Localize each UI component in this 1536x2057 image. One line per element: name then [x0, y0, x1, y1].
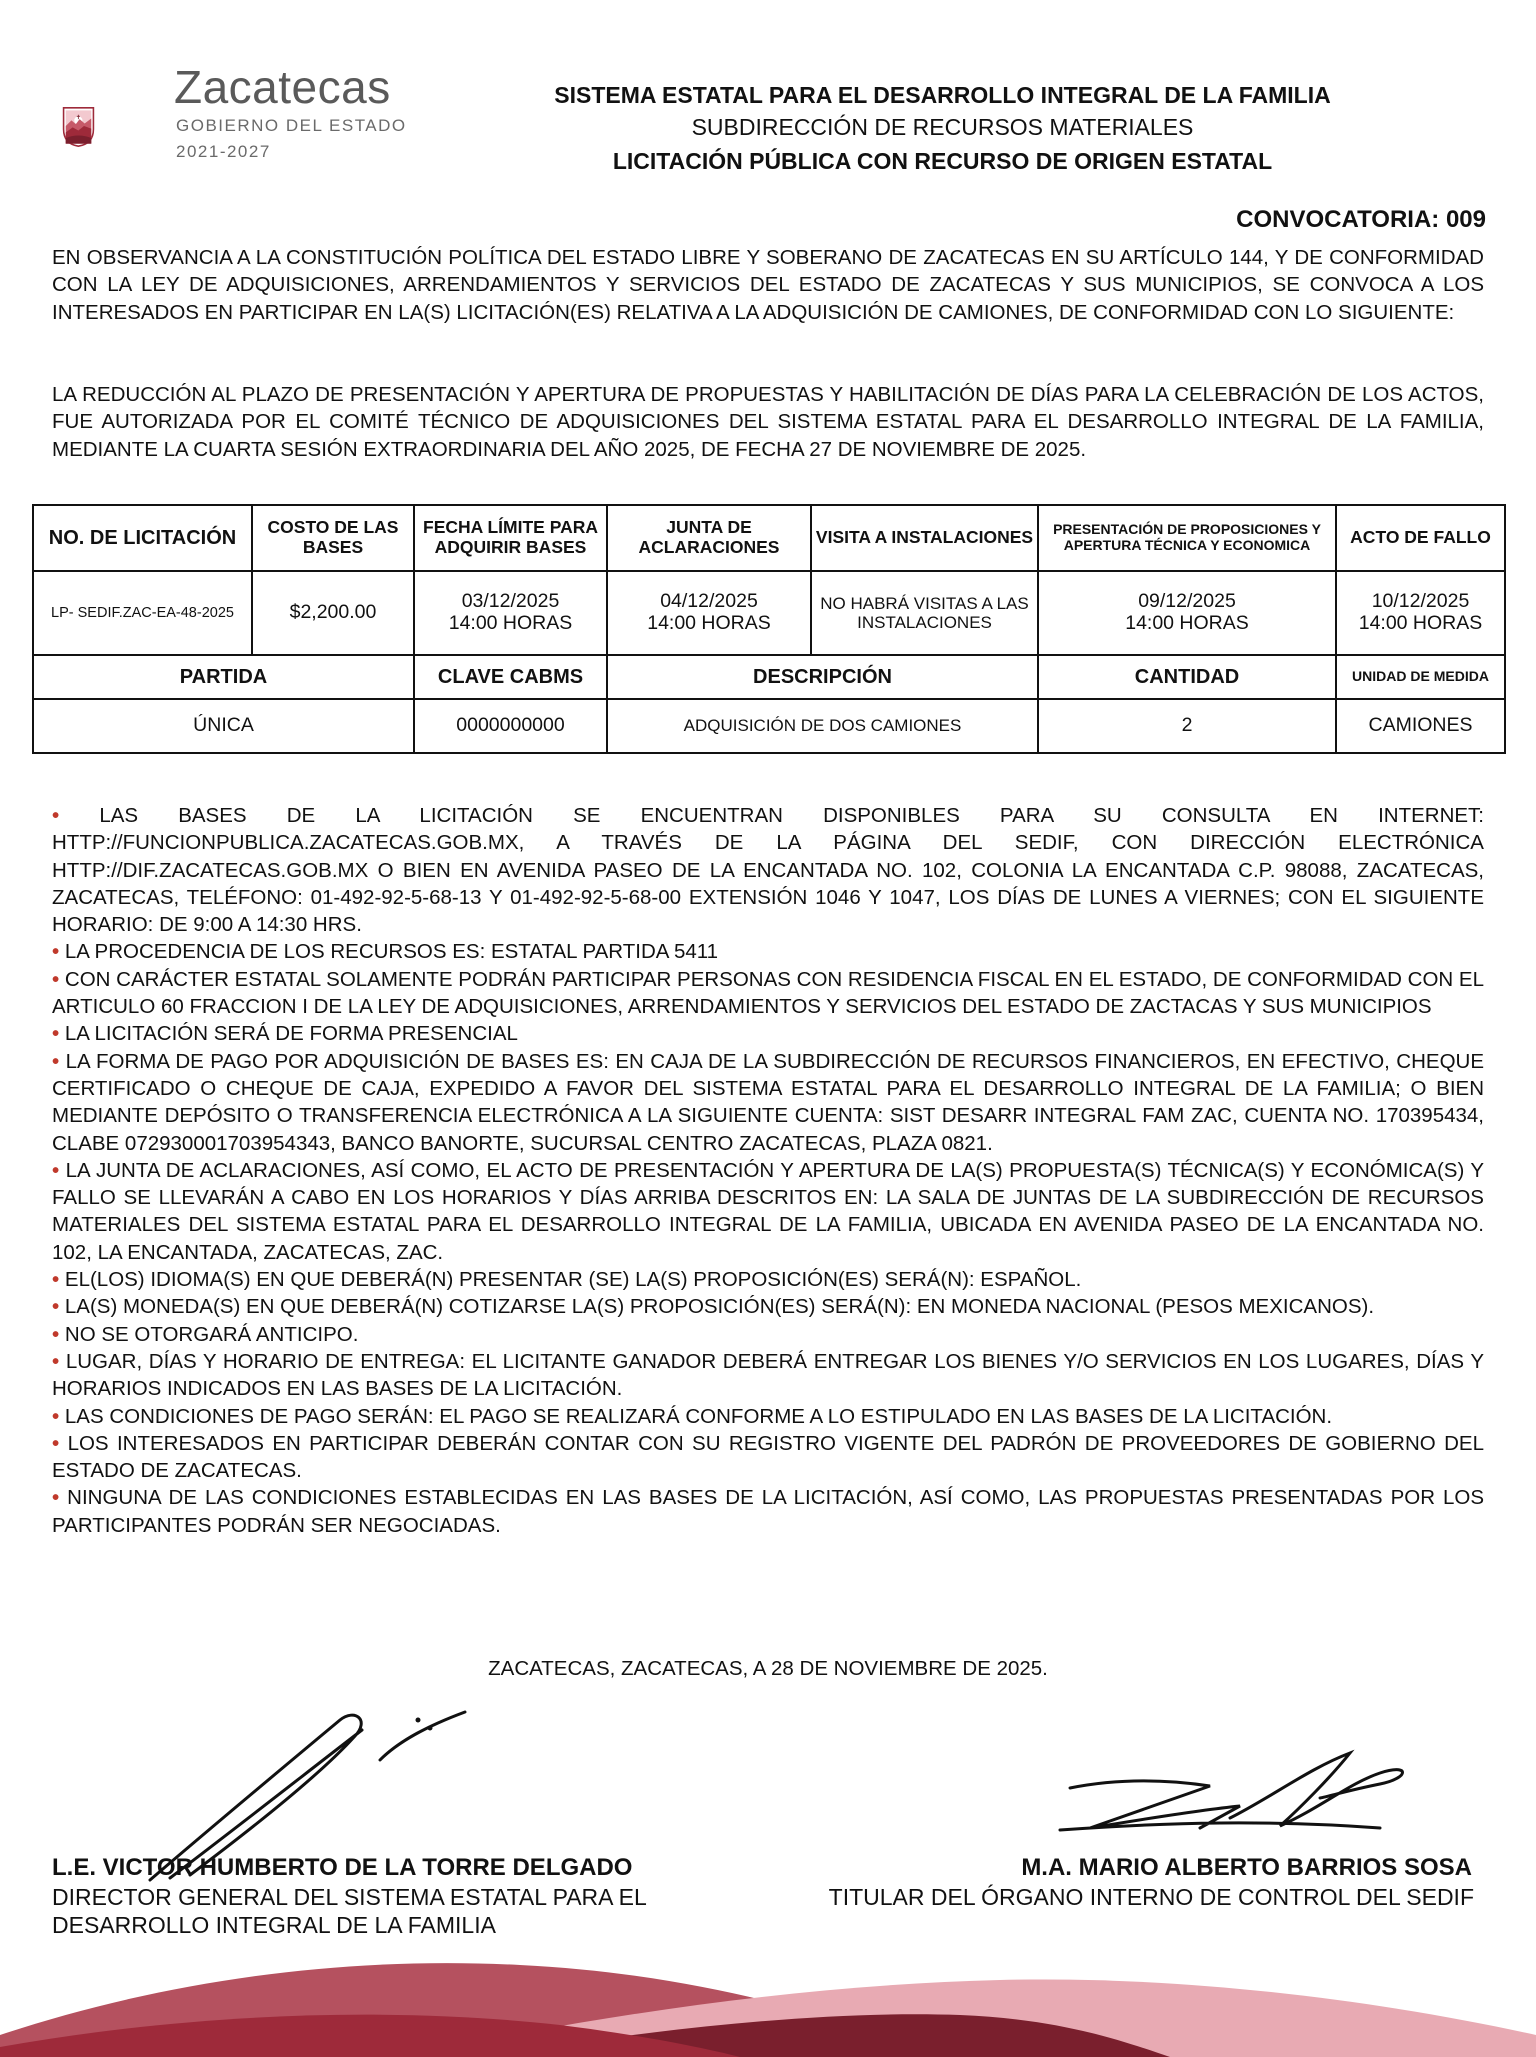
- left-signer-title-line2: DESARROLLO INTEGRAL DE LA FAMILIA: [52, 1912, 496, 1938]
- table-header-row: [33, 505, 1505, 571]
- table-row: [33, 571, 1505, 655]
- bullet-icon: •: [52, 1431, 60, 1455]
- bullet-icon: •: [52, 1158, 60, 1182]
- bullet-icon: •: [52, 1268, 60, 1292]
- cell-fecha-limite-date: 03/12/2025: [461, 590, 560, 613]
- right-signature-icon: [1050, 1748, 1430, 1838]
- bullet-icon: •: [52, 1404, 60, 1428]
- list-item: [52, 1484, 1484, 1539]
- list-item-text: LAS BASES DE LA LICITACIÓN SE ENCUENTRAN DISPONIBLES PARA SU CONSULTA EN INTERNET: HTTP://FUNCIONPUBLICA.ZACATECAS.GOB.MX, A TRAVÉS DE LA PÁGINA DEL SEDIF, CON DIRECCIÓN ELECTRÓNICA HTTP://DIF.ZACATECAS.GOB.MX O BIEN EN AVENIDA PASEO DE LA ENCANTADA NO. 102, COLONIA LA ENCANTADA C.P. 98088, ZACATECAS, ZACATECAS, TELÉFONO: 01-492-92-5-68-13 Y 01-492-92-5-68-00 EXTENSIÓN 1046 Y 1047, LOS DÍAS DE LUNES A VIERNES; CON EL SIGUIENTE HORARIO: DE 9:00 A 14:30 HRS.: [52, 804, 1484, 937]
- footer-wave-decoration: [0, 1955, 1536, 2057]
- cell-junta-time: 14:00 HORAS: [647, 612, 771, 634]
- bullet-icon: •: [52, 1322, 60, 1346]
- logo-wordmark: Zacatecas: [174, 61, 391, 113]
- list-item-text: CON CARÁCTER ESTATAL SOLAMENTE PODRÁN PARTICIPAR PERSONAS CON RESIDENCIA FISCAL EN EL ESTADO, DE CONFORMIDAD CON EL ARTICULO 60 FRACCION I DE LA LEY DE ADQUISICIONES, ARRENDAMIENTOS Y SERVICIOS DEL ESTADO DE ZACTACAS Y SUS MUNICIPIOS: [52, 967, 1484, 1019]
- cell-cantidad: 2: [1038, 699, 1336, 753]
- list-item-text: EL(LOS) IDIOMA(S) EN QUE DEBERÁ(N) PRESENTAR (SE) LA(S) PROPOSICIÓN(ES) SERÁ(N): ESPAÑOL.: [64, 1268, 1082, 1292]
- header-presentacion: PRESENTACIÓN DE PROPOSICIONES Y APERTURA TÉCNICA Y ECONOMICA: [1038, 505, 1336, 571]
- cell-fecha-limite-time: 14:00 HORAS: [448, 612, 573, 634]
- list-item: [52, 1321, 1484, 1348]
- list-item: [52, 1430, 1484, 1485]
- tender-table: [32, 504, 1506, 754]
- bullet-icon: •: [52, 804, 60, 827]
- bullet-icon: •: [52, 940, 60, 964]
- cell-no-licitacion: LP- SEDIF.ZAC-EA-48-2025: [33, 571, 252, 655]
- header-partida: PARTIDA: [33, 655, 414, 699]
- cell-fecha-limite: [414, 571, 607, 655]
- list-item-text: LA FORMA DE PAGO POR ADQUISICIÓN DE BASES ES: EN CAJA DE LA SUBDIRECCIÓN DE RECURSOS FINANCIEROS, EN EFECTIVO, CHEQUE CERTIFICADO O CHEQUE DE CAJA, EXPEDIDO A FAVOR DEL SISTEMA ESTATAL PARA EL DESARROLLO INTEGRAL DE LA FAMILIA; O BIEN MEDIANTE DEPÓSITO O TRANSFERENCIA ELECTRÓNICA A LA SIGUIENTE CUENTA: SIST DESARR INTEGRAL FAM ZAC, CUENTA NO. 170395434, CLABE 072930001703954343, BANCO BANORTE, SUCURSAL CENTRO ZACATECAS, PLAZA 0821.: [52, 1049, 1484, 1155]
- cell-unidad: CAMIONES: [1336, 699, 1505, 753]
- list-item: [52, 938, 1484, 965]
- cell-costo: $2,200.00: [252, 571, 414, 655]
- list-item: [52, 1403, 1484, 1430]
- list-item-text: LA JUNTA DE ACLARACIONES, ASÍ COMO, EL ACTO DE PRESENTACIÓN Y APERTURA DE LA(S) PROPUESTA(S) TÉCNICA(S) Y ECONÓMICA(S) Y FALLO SE LLEVARÁN A CABO EN LOS HORARIOS Y DÍAS ARRIBA DESCRITOS EN: LA SALA DE JUNTAS DE LA SUBDIRECCIÓN DE RECURSOS MATERIALES DEL SISTEMA ESTATAL PARA EL DESARROLLO INTEGRAL DE LA FAMILIA, UBICADA EN AVENIDA PASEO DE LA ENCANTADA NO. 102, LA ENCANTADA, ZACATECAS, ZAC.: [52, 1158, 1484, 1264]
- header-institution: SISTEMA ESTATAL PARA EL DESARROLLO INTEGRAL DE LA FAMILIA: [554, 82, 1331, 108]
- bullet-icon: •: [52, 1295, 60, 1319]
- list-item: [52, 966, 1484, 1021]
- list-item: [52, 1020, 1484, 1047]
- list-item: [52, 1293, 1484, 1320]
- list-item-text: LA(S) MONEDA(S) EN QUE DEBERÁ(N) COTIZARSE LA(S) PROPOSICIÓN(ES) SERÁ(N): EN MONEDA NACIONAL (PESOS MEXICANOS).: [64, 1295, 1375, 1319]
- list-item-text: NINGUNA DE LAS CONDICIONES ESTABLECIDAS EN LAS BASES DE LA LICITACIÓN, ASÍ COMO, LAS PROPUESTAS PRESENTADAS POR LOS PARTICIPANTES PODRÁN SER NEGOCIADAS.: [52, 1486, 1484, 1537]
- list-item: [52, 802, 1484, 938]
- header-costo: COSTO DE LAS BASES: [252, 505, 414, 571]
- logo-subtitle: GOBIERNO DEL ESTADO: [176, 116, 407, 135]
- cell-visita: NO HABRÁ VISITAS A LAS INSTALACIONES: [811, 571, 1038, 655]
- list-item: [52, 1048, 1484, 1157]
- header-unidad: UNIDAD DE MEDIDA: [1336, 655, 1505, 699]
- header-fallo: ACTO DE FALLO: [1336, 505, 1505, 571]
- cell-presentacion-date: 09/12/2025: [1138, 590, 1236, 613]
- place-and-date: ZACATECAS, ZACATECAS, A 28 DE NOVIEMBRE DE 2025.: [488, 1657, 1048, 1680]
- list-item: [52, 1266, 1484, 1293]
- intro-paragraph: EN OBSERVANCIA A LA CONSTITUCIÓN POLÍTICA DEL ESTADO LIBRE Y SOBERANO DE ZACATECAS EN SU ARTÍCULO 144, Y DE CONFORMIDAD CON LA LEY DE ADQUISICIONES, ARRENDAMIENTOS Y SERVICIOS DEL ESTADO DE ZACATECAS Y SUS MUNICIPIOS, SE CONVOCA A LOS INTERESADOS EN PARTICIPAR EN LA(S) LICITACIÓN(ES) RELATIVA A LA ADQUISICIÓN DE CAMIONES, DE CONFORMIDAD CON LO SIGUIENTE:: [52, 246, 1484, 324]
- list-item-text: LA PROCEDENCIA DE LOS RECURSOS ES: ESTATAL PARTIDA 5411: [64, 940, 719, 964]
- convocatoria-number: CONVOCATORIA: 009: [1236, 206, 1486, 233]
- left-signer-name: L.E. VICTOR HUMBERTO DE LA TORRE DELGADO: [52, 1854, 633, 1881]
- bullet-icon: •: [52, 1022, 60, 1046]
- header-no-licitacion: NO. DE LICITACIÓN: [33, 505, 252, 571]
- cell-descripcion: ADQUISICIÓN DE DOS CAMIONES: [607, 699, 1038, 753]
- header-tender-type: LICITACIÓN PÚBLICA CON RECURSO DE ORIGEN ESTATAL: [612, 148, 1273, 174]
- right-signer-title: TITULAR DEL ÓRGANO INTERNO DE CONTROL DEL SEDIF: [828, 1884, 1474, 1910]
- bullet-icon: •: [52, 1349, 60, 1373]
- bullet-icon: •: [52, 1486, 60, 1510]
- cell-fallo: [1336, 571, 1505, 655]
- header-visita: VISITA A INSTALACIONES: [811, 505, 1038, 571]
- list-item-text: NO SE OTORGARÁ ANTICIPO.: [64, 1322, 359, 1346]
- list-item-text: LA LICITACIÓN SERÁ DE FORMA PRESENCIAL: [64, 1022, 518, 1046]
- header-cantidad: CANTIDAD: [1038, 655, 1336, 699]
- left-signer-title-line1: DIRECTOR GENERAL DEL SISTEMA ESTATAL PARA EL: [52, 1884, 647, 1910]
- logo-years: 2021-2027: [176, 142, 271, 161]
- cell-fallo-date: 10/12/2025: [1371, 590, 1470, 613]
- cell-junta: [607, 571, 811, 655]
- header-junta: JUNTA DE ACLARACIONES: [607, 505, 811, 571]
- reduction-paragraph: LA REDUCCIÓN AL PLAZO DE PRESENTACIÓN Y APERTURA DE PROPUESTAS Y HABILITACIÓN DE DÍAS PARA LA CELEBRACIÓN DE LOS ACTOS, FUE AUTORIZADA POR EL COMITÉ TÉCNICO DE ADQUISICIONES DEL SISTEMA ESTATAL PARA EL DESARROLLO INTEGRAL DE LA FAMILIA, MEDIANTE LA CUARTA SESIÓN EXTRAORDINARIA DEL AÑO 2025, DE FECHA 27 DE NOVIEMBRE DE 2025.: [52, 383, 1484, 461]
- bullet-icon: •: [52, 967, 60, 991]
- left-signer-title: [52, 1883, 752, 1939]
- header-fecha-limite: FECHA LÍMITE PARA ADQUIRIR BASES: [414, 505, 607, 571]
- right-signer-name: M.A. MARIO ALBERTO BARRIOS SOSA: [1021, 1854, 1472, 1881]
- header-subdirection: SUBDIRECCIÓN DE RECURSOS MATERIALES: [691, 114, 1194, 140]
- header-descripcion: DESCRIPCIÓN: [607, 655, 1038, 699]
- list-item-text: LUGAR, DÍAS Y HORARIO DE ENTREGA: EL LICITANTE GANADOR DEBERÁ ENTREGAR LOS BIENES Y/O SERVICIOS EN LOS LUGARES, DÍAS Y HORARIOS INDICADOS EN LAS BASES DE LA LICITACIÓN.: [52, 1349, 1484, 1401]
- list-item-text: LOS INTERESADOS EN PARTICIPAR DEBERÁN CONTAR CON SU REGISTRO VIGENTE DEL PADRÓN DE PROVEEDORES DE GOBIERNO DEL ESTADO DE ZACATECAS.: [52, 1431, 1484, 1483]
- cell-fallo-time: 14:00 HORAS: [1358, 612, 1483, 634]
- table-header-row-2: [33, 655, 1505, 699]
- cell-junta-date: 04/12/2025: [660, 590, 758, 613]
- cell-presentacion-time: 14:00 HORAS: [1125, 612, 1249, 634]
- cell-partida: ÚNICA: [33, 699, 414, 753]
- table-row-2: [33, 699, 1505, 753]
- cell-clave: 0000000000: [414, 699, 607, 753]
- header-clave: CLAVE CABMS: [414, 655, 607, 699]
- list-item-text: LAS CONDICIONES DE PAGO SERÁN: EL PAGO SE REALIZARÁ CONFORME A LO ESTIPULADO EN LAS BASES DE LA LICITACIÓN.: [64, 1404, 1333, 1428]
- list-item: [52, 1157, 1484, 1266]
- cell-presentacion: [1038, 571, 1336, 655]
- bullet-icon: •: [52, 1049, 60, 1073]
- conditions-list: [52, 802, 1484, 1539]
- zacatecas-crest-icon: [62, 62, 172, 192]
- list-item: [52, 1348, 1484, 1403]
